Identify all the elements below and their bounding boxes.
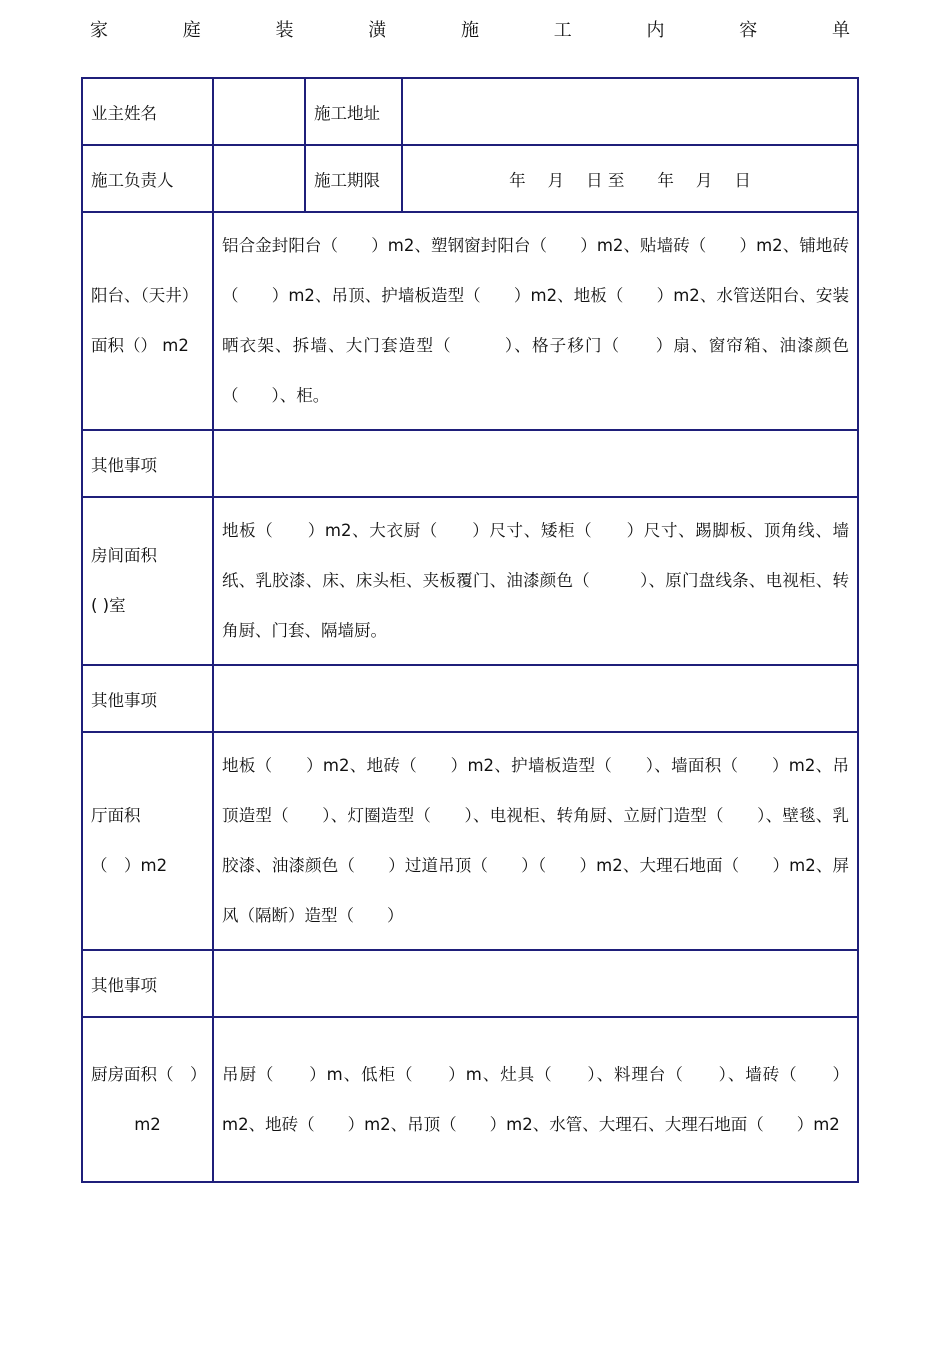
other-label-3: 其他事项 [82, 950, 213, 1017]
balcony-row [82, 212, 858, 430]
kitchen-label-line1: 厨房面积（ ） [91, 1064, 207, 1084]
hall-label-line2: （ ）m2 [91, 856, 168, 875]
owner-name-label: 业主姓名 [82, 78, 213, 145]
title-char: 家 [90, 20, 108, 41]
title-char: 容 [739, 20, 758, 41]
manager-field[interactable] [213, 145, 305, 212]
other-label-1: 其他事项 [82, 430, 213, 497]
kitchen-description: 吊厨（ ）m、低柜（ ）m、灶具（ ）、料理台（ ）、墙砖（ ）m2、地砖（ ）m2、吊顶（ ）m2、水管、大理石、大理石地面（ ）m2 [213, 1017, 858, 1182]
kitchen-label [82, 1017, 213, 1182]
room-label-line1: 房间面积 [91, 546, 157, 565]
title-char: 装 [275, 20, 294, 41]
period-day-to: 日 至 [586, 170, 625, 190]
address-field[interactable] [402, 78, 858, 145]
balcony-description: 铝合金封阳台（ ）m2、塑钢窗封阳台（ ）m2、贴墙砖（ ）m2、铺地砖（ ）m2、吊顶、护墙板造型（ ）m2、地板（ ）m2、水管送阳台、安装晒衣架、拆墙、大门套造型（ ）、格子移门（ ）扇、窗帘箱、油漆颜色（ ）、柜。 [213, 212, 858, 430]
period-label: 施工期限 [305, 145, 402, 212]
other-field-2[interactable] [213, 665, 858, 732]
period-month-end: 月 [695, 170, 713, 190]
room-label-line2: ( )室 [91, 596, 126, 615]
period-year: 年 [509, 170, 526, 190]
room-label [82, 497, 213, 665]
period-day-end: 日 [734, 170, 751, 190]
other-row-3 [82, 950, 858, 1017]
other-field-1[interactable] [213, 430, 858, 497]
owner-row [82, 78, 858, 145]
renovation-form-table [81, 77, 859, 1183]
manager-label: 施工负责人 [82, 145, 213, 212]
document-title [90, 14, 850, 44]
title-char: 单 [832, 20, 850, 41]
kitchen-label-line2: m2 [134, 1114, 161, 1134]
title-char: 工 [553, 20, 572, 41]
other-row-1 [82, 430, 858, 497]
hall-description: 地板（ ）m2、地砖（ ）m2、护墙板造型（ ）、墙面积（ ）m2、吊顶造型（ ）、灯圈造型（ ）、电视柜、转角厨、立厨门造型（ ）、壁毯、乳胶漆、油漆颜色（ ）过道吊顶（ ）（ ）m2、大理石地面（ ）m2、屏风（隔断）造型（ ） [213, 732, 858, 950]
hall-label-line1: 厅面积 [91, 806, 141, 825]
kitchen-row [82, 1017, 858, 1182]
other-row-2 [82, 665, 858, 732]
balcony-label-line2: 面积（） m2 [91, 336, 189, 355]
room-row [82, 497, 858, 665]
period-field[interactable] [402, 145, 858, 212]
hall-label [82, 732, 213, 950]
owner-name-field[interactable] [213, 78, 305, 145]
address-label: 施工地址 [305, 78, 402, 145]
title-char: 潢 [368, 20, 387, 41]
other-field-3[interactable] [213, 950, 858, 1017]
balcony-label [82, 212, 213, 430]
balcony-label-line1: 阳台、（天井） [91, 286, 199, 305]
title-char: 施 [461, 20, 479, 41]
period-year-end: 年 [657, 170, 674, 190]
room-description: 地板（ ）m2、大衣厨（ ）尺寸、矮柜（ ）尺寸、踢脚板、顶角线、墙纸、乳胶漆、床、床头柜、夹板覆门、油漆颜色（ ）、原门盘线条、电视柜、转角厨、门套、隔墙厨。 [213, 497, 858, 665]
title-char: 庭 [182, 20, 201, 41]
other-label-2: 其他事项 [82, 665, 213, 732]
period-month: 月 [547, 170, 565, 190]
manager-row [82, 145, 858, 212]
hall-row [82, 732, 858, 950]
title-char: 内 [646, 20, 665, 41]
